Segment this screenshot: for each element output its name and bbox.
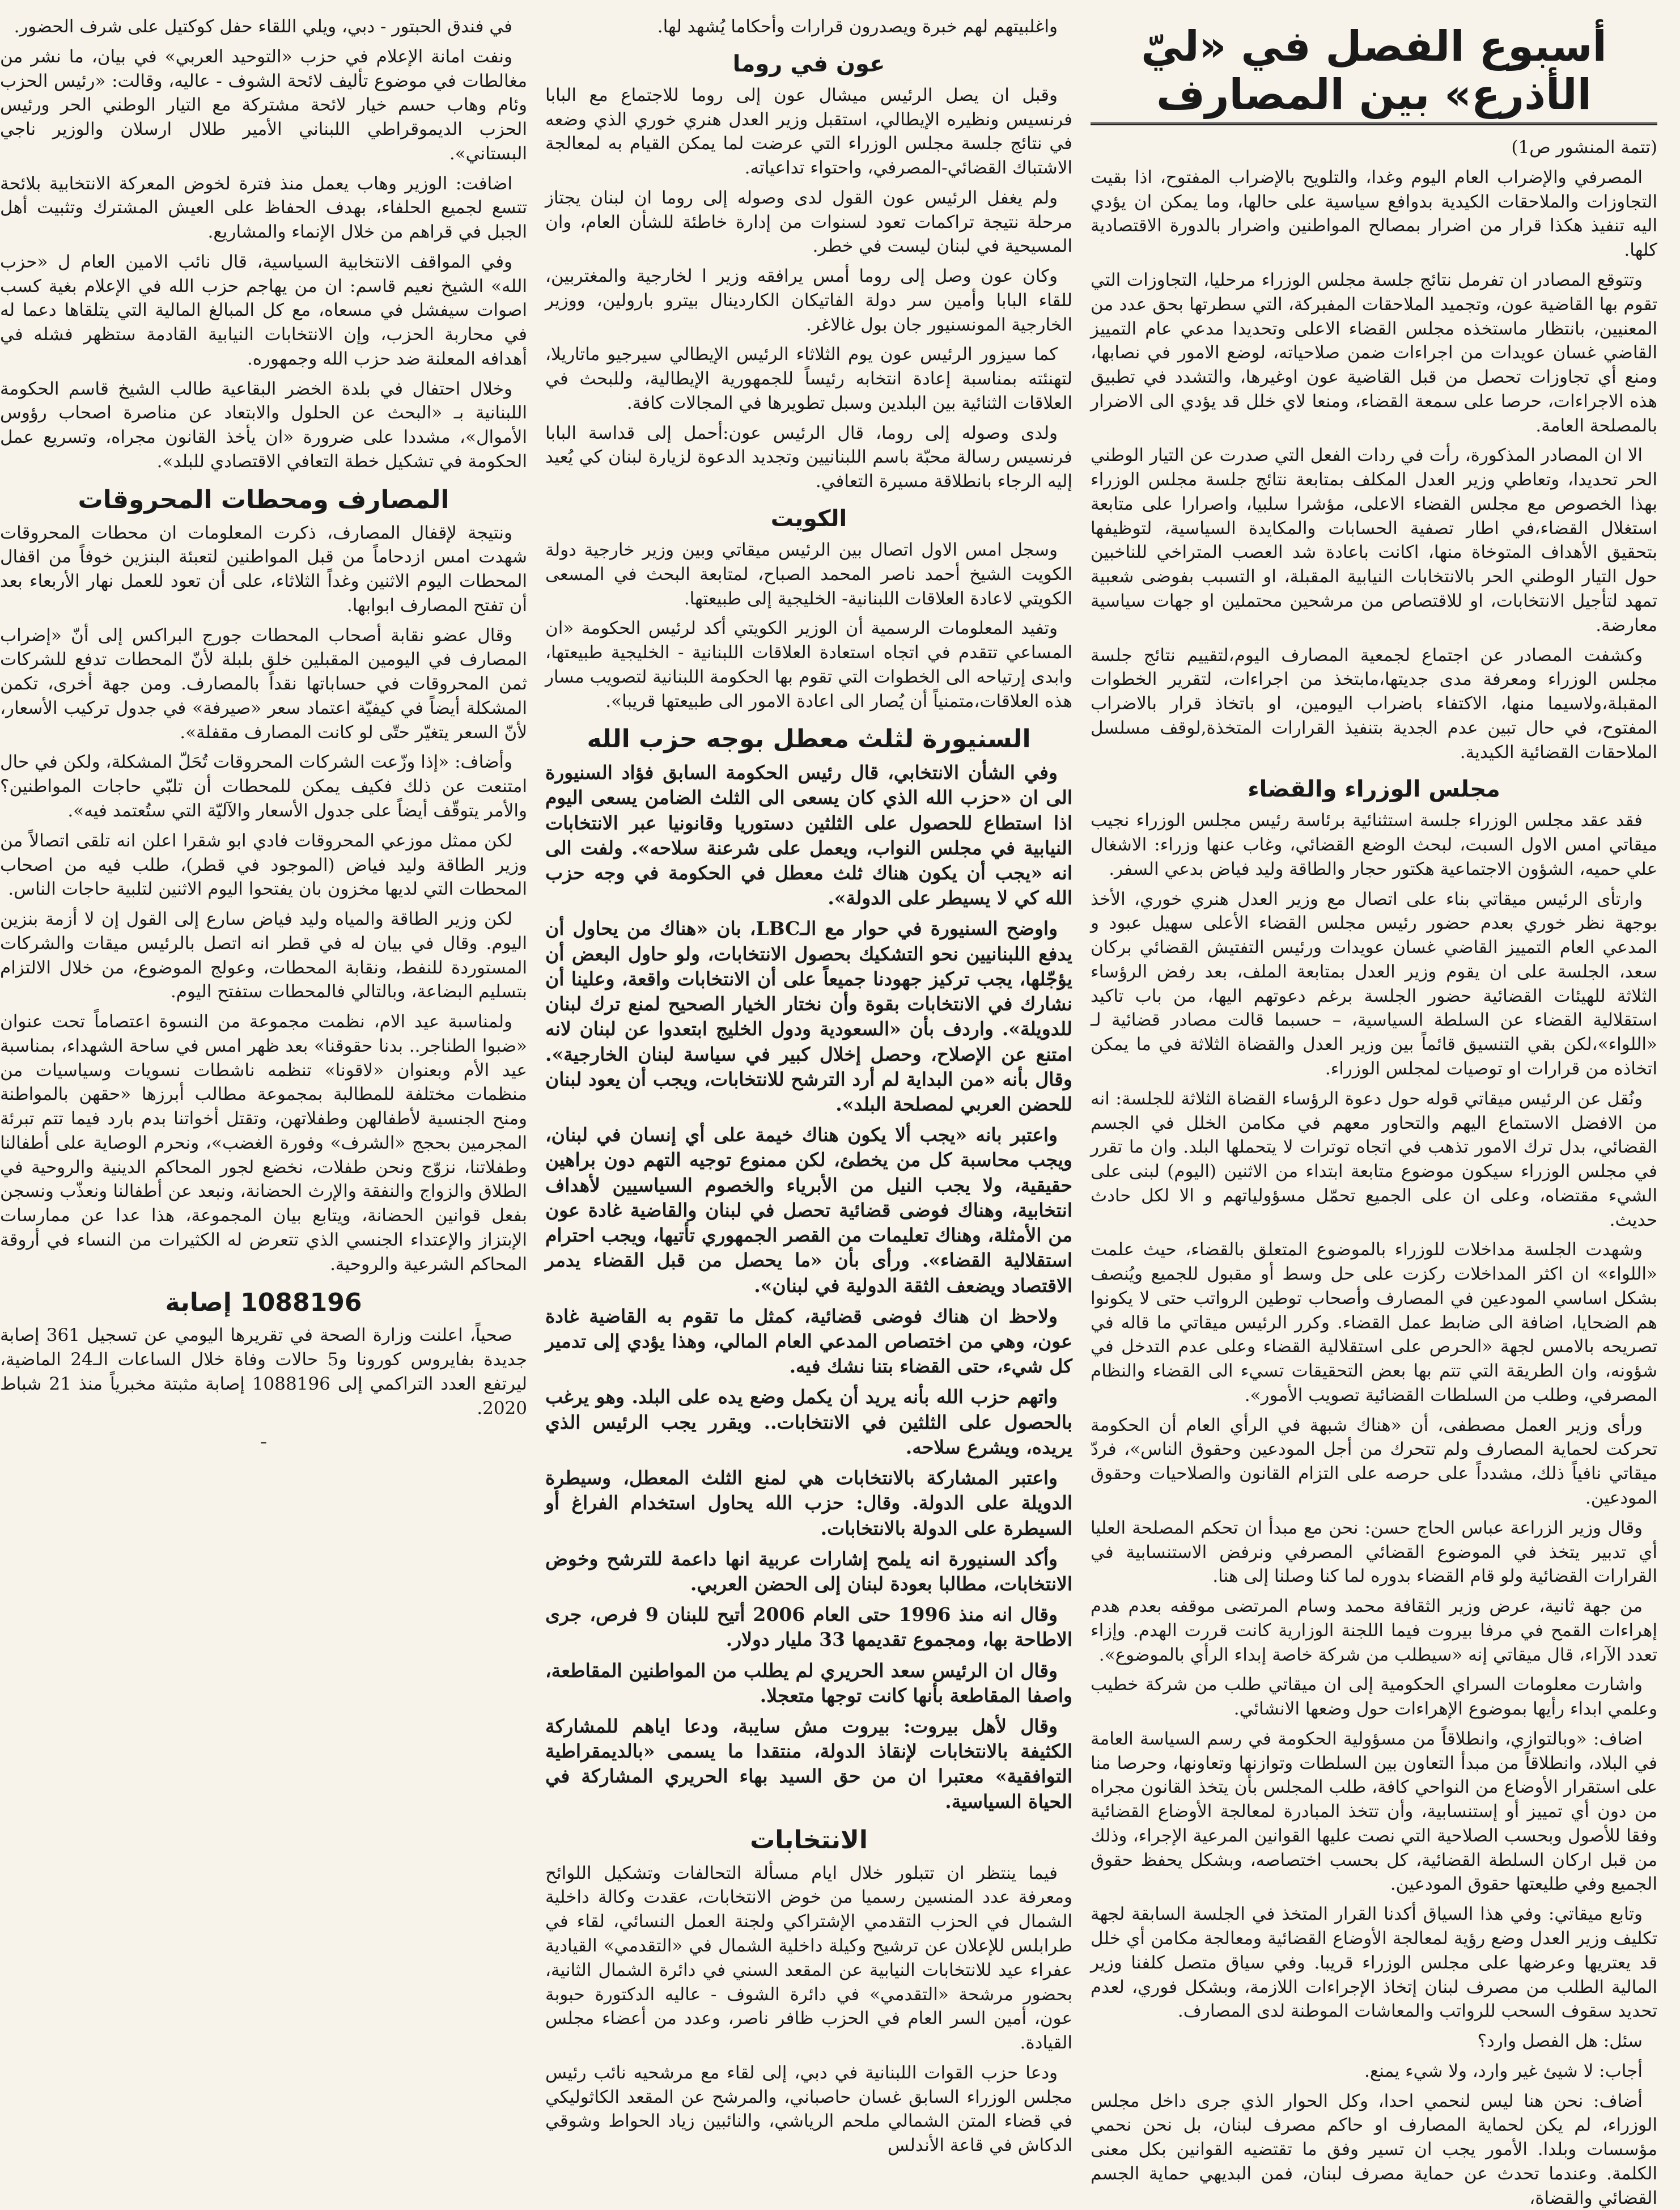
column-right: [1091, 15, 1658, 2208]
article-paragraph: أضاف: نحن هنا ليس لنحمي احدا، وكل الحوار الذي جرى داخل مجلس الوزراء، لم يكن لحماية المصارف او حاكم مصرف لبنان، بل نحن نحمي مؤسسات وبلدا. الأمور يجب ان تسير وفق ما تقتضيه القوانين بكل معنى الكلمة. وعندما تحدث عن حماية مصرف لبنان، فمن البديهي حماية الجسم القضائي والقضاة،: [1091, 2090, 1657, 2208]
middle-section3: [545, 760, 1072, 1814]
article-paragraph: المصرفي والإضراب العام اليوم وغدا، والتلويح بالإضراب المفتوح، اذا بقيت التجاوزات والملاحقات الكيدية بدوافع سياسية على حالها، وما يمكن ان يؤدي اليه تنفيذ هكذا قرار من اضرار بمصالح المواطنين واضرار بالدورة الاقتصادية كلها.: [1091, 167, 1657, 261]
article-paragraph: واعتبر المشاركة بالانتخابات هي لمنع الثلث المعطل، وسيطرة الدويلة على الدولة. وقال: حزب الله يحاول استخدام الفراغ أو السيطرة على الدولة بالانتخابات.: [545, 1467, 1072, 1539]
column-middle: [545, 15, 1072, 2156]
article-paragraph: وتتوقع المصادر ان تفرمل نتائج جلسة مجلس الوزراء مرحليا، التجاوزات التي تقوم بها القاضية عون، وتجميد الملاحقات المفبركة، التي سطرتها بحق عدد من المعنيين، بانتظار ماستخذه مجلس القضاء الاعلى وتحديدا مدعي عام التمييز القاضي غسان عويدات من اجراءات ضمن صلاحياته، لوضع الامور في نصابها، ومنع أي تجاوزات تحصل من قبل القاضية عون اوغيرها، والتشدد في تطبيق هذه الاجراءات، حرصا على سمعة القضاء، ومنعا لاي خلل قد يؤدي الى الاضرار بالمصلحة العامة.: [1091, 270, 1657, 436]
article-paragraph: من جهة ثانية، عرض وزير الثقافة محمد وسام المرتضى موقفه بعدم هدم إهراءات القمح في مرفا بيروت فيما اللجنة الوزارية كانت قررت الهدم. وإزاء تعدد الآراء، قال ميقاتي إنه «سيطلب من شركة خاصة إبداء الرأي بالموضوع».: [1091, 1596, 1657, 1665]
article-paragraph: ولم يغفل الرئيس عون القول لدى وصوله إلى روما ان لبنان يجتاز مرحلة نتيجة تراكمات تعود لسنوات من إدارة خاطئة للشأن العام، وان المسيحية في لبنان ليست في خطر.: [545, 187, 1072, 257]
column-left: [0, 15, 527, 1942]
article-paragraph: وفي المواقف الانتخابية السياسية، قال نائب الامين العام ل «حزب الله» الشيخ نعيم قاسم: ان من يهاجم حزب الله في الإعلام بغية كسب اصوات سيفشل في مسعاه، مع كل المبالغ المالية التي يتلقاها دعما له في محاربة الحزب، وإن الانتخابات النيابية القادمة ستظهر فشله في أهدافه المعلنة ضد حزب الله وجمهوره.: [0, 251, 527, 369]
section-title-elections: الانتخابات: [750, 1825, 868, 1855]
article-paragraph: وتابع ميقاتي: وفي هذا السياق أكدنا القرار المتخذ في الجلسة السابقة لجهة تكليف وزير العدل وضع رؤية لمعالجة الأوضاع القضائية ومعالجة مكامن أي خلل قد يعتريها وعرضها على مجلس الوزراء قريبا. وفي سياق متصل كلفنا وزير المالية الطلب من مصرف لبنان إتخاذ الإجراءات اللازمة، وبشكل فوري، لعدم تحديد سقوف السحب للرواتب والمعاشات الموطنة لدى المصارف.: [1091, 1904, 1657, 2022]
section-title-aoun-rome: عون في روما: [732, 50, 885, 77]
article-paragraph: ونتيجة لإقفال المصارف، ذكرت المعلومات ان محطات المحروقات شهدت امس ازدحاماً من قبل المواطنين لتعبئة البنزين خوفاً من اقفال المحطات اليوم الاثنين وغداً الثلاثاء، على أن تعود للعمل نهار الأربعاء بعد أن تفتح المصارف ابوابها.: [0, 522, 527, 616]
article-paragraph: صحياً، اعلنت وزارة الصحة في تقريرها اليومي عن تسجيل 361 إصابة جديدة بفايروس كورونا و5 حالات وفاة خلال الساعات الـ24 الماضية، ليرتفع العدد التراكمي إلى 1088196 إصابة مثبتة مخبرياً منذ 21 شباط 2020.: [0, 1325, 527, 1419]
article-paragraph: وقال ان الرئيس سعد الحريري لم يطلب من المواطنين المقاطعة، واصفا المقاطعة بأنها كانت توجها متعجلا.: [545, 1659, 1072, 1707]
right-section-paragraphs: [1091, 808, 1657, 2210]
article-paragraph: ولدى وصوله إلى روما، قال الرئيس عون:أحمل إلى قداسة البابا فرنسيس رسالة محبّة باسم اللبنانيين وتجديد الدعوة لزيارة لبنان كي يُعيد إليه الرجاء بانطلاقة مسيرة التعافي.: [545, 422, 1072, 492]
article-paragraph: واعتبر بانه «يجب ألا يكون هناك خيمة على أي إنسان في لبنان، ويجب محاسبة كل من يخطئ، لكن ممنوع توجيه التهم دون براهين حقيقية، ولا يجب النيل من الأبرياء والخصوم السياسيين لأهداف انتخابية، وهناك فوضى قضائية تحصل في لبنان والقاضية غادة عون من الأمثلة، وهناك تعليمات من القصر الجمهوري تأتيها، ويجب احترام استقلالية القضاء». ورأى بأن «ما يحصل من قبل القضاء يدمر الاقتصاد ويضعف الثقة الدولية في لبنان».: [545, 1124, 1072, 1297]
article-paragraph: ورأى وزير العمل مصطفى، أن «هناك شبهة في الرأي العام أن الحكومة تحركت لحماية المصارف ولم تتحرك من أجل المودعين وحقوق الناس»، فردّ ميقاتي نافياً ذلك، مشدداً على حرصه على التزام القانون والصلاحيات وحقوق المودعين.: [1091, 1415, 1658, 1508]
article-paragraph: لكن وزير الطاقة والمياه وليد فياض سارع إلى القول إن لا أزمة بنزين اليوم. وقال في بيان له في قطر انه اتصل بالرئيس ميقات والشركات المستوردة للنفط، ونقابة المحطات، وعولج الموضوع، من خلال الالتزام بتسليم البضاعة، وبالتالي فالمحطات ستفتح اليوم.: [0, 909, 527, 1002]
article-paragraph: في فندق الحبتور - دبي، ويلي اللقاء حفل كوكتيل على شرف الحضور.: [14, 16, 512, 37]
article-paragraph: وفي الشأن الانتخابي، قال رئيس الحكومة السابق فؤاد السنيورة الى ان «حزب الله الذي كان يسعى الى الثلث الضامن يسعى اليوم اذا استطاع للحصول على الثلثين دستوريا وقانونيا عبر الانتخابات النيابية في مجلس النواب، ويعمل على شرعنة سلاحه». ولفت الى انه «يجب أن يكون هناك ثلث معطل في الحكومة في وجه حزب الله كي لا يسيطر على الدولة».: [545, 761, 1072, 909]
article-paragraph: الا ان المصادر المذكورة، رأت في ردات الفعل التي صدرت عن التيار الوطني الحر تحديدا، وتعاطي وزير العدل المكلف بمتابعة نتائج جلسة مجلس الوزراء بهذا الخصوص مع مجلس القضاء الاعلى، مؤشرا سلبيا، واصرارا على متابعة استغلال القضاء،في اطار تصفية الحسابات والمكايدة السياسية، لتوظيفها بتحقيق الأهداف المتوخاة منها، اكانت باعادة شد العصب المتراخي للناخبين حول التيار الوطني الحر بالانتخابات النيابية المقبلة، او التسبب بفوضى شعبية تمهد لتأجيل الانتخابات، او للاقتصاص من مرشحين محتملين او جهات سياسية معارضة.: [1091, 445, 1658, 636]
article-paragraph: وقال عضو نقابة أصحاب المحطات جورج البراكس إلى أنّ «إضراب المصارف في اليومين المقبلين خلق بلبلة لأنّ المحطات تدفع للشركات ثمن المحروقات في حساباتها نقداً بالمصارف. ومن جهة أخرى، تكمن المشكلة أيضاً في كيفيّة اعتماد سعر «صيرفة» في جدول تركيب الأسعار، لأنّ السعر يتغيّر حتّى لو كانت المصارف مقفلة».: [0, 625, 527, 743]
article-paragraph: وأكد السنيورة انه يلمح إشارات عربية انها داعمة للترشح وخوض الانتخابات، مطالبا بعودة لبنان إلى الحضن العربي.: [545, 1547, 1072, 1595]
article-paragraph: أجاب: لا شيئ غير وارد، ولا شيء يمنع.: [1364, 2060, 1643, 2081]
middle-section4: [545, 1861, 1072, 2158]
article-paragraph: فقد عقد مجلس الوزراء جلسة استثنائية برئاسة رئيس مجلس الوزراء نجيب ميقاتي امس الاول السبت، لبحث الوضع القضائي، وغاب عنها وزراء: الاشغال علي حميه، الشؤون الاجتماعية هكتور حجار والطاقة وليد فياض بدعي السفر.: [1091, 810, 1657, 879]
article-paragraph: وسجل امس الاول اتصال بين الرئيس ميقاتي وبين وزير خارجية دولة الكويت الشيخ أحمد ناصر المحمد الصباح، لمتابعة البحث في المسعى الكويتي لاعادة العلاقات اللبنانية- الخليجية إلى طبيعتها.: [545, 540, 1072, 609]
article-paragraph: وقال لأهل بيروت: بيروت مش سايبة، ودعا اياهم للمشاركة الكثيفة بالانتخابات لإنقاذ الدولة، منتقدا ما يسمى «بالديمقراطية التوافقية» معتبرا ان من حق السيد بهاء الحريري المشاركة في الحياة السياسية.: [545, 1715, 1072, 1813]
article-paragraph: وقال وزير الزراعة عباس الحاج حسن: نحن مع مبدأ ان تحكم المصلحة العليا أي تدبير يتخذ في الموضوع القضائي المصرفي ونرفض الاستنسابية في القرارات القضائية ولو قام القضاء بدوره لما كنا وصلنا إلى هنا.: [1091, 1517, 1657, 1587]
article-paragraph: وارتأى الرئيس ميقاتي بناء على اتصال مع وزير العدل هنري خوري، الأخذ بوجهة نظر خوري بعدم حضور رئيس مجلس القضاء الأعلى سهيل عبود و المدعي العام التمييز القاضي غسان عويدات ورئيس التفتيش القضائي بركان سعد، الجلسة على ان يقوم وزير العدل بمتابعة الملف، بعد رفض الرؤساء الثلاثة للهيئات القضائية حضور الجلسة برغم دعوتهم اليها، من باب تاكيد استقلالية القضاء عن السلطة السياسية، – حسبما قالت مصادر قضائية لـ «اللواء»،لكن بقي التنسيق قائماً بين وزير العدل والقضاة الثلاثة في ما يمكن اتخاذه من قرارات او توصيات لمجلس الوزراء.: [1091, 888, 1657, 1079]
article-paragraph: اضاف: «وبالتوازي، وانطلاقاً من مسؤولية الحكومة في رسم السياسة العامة في البلاد، وانطلاقاً من مبدأ التعاون بين السلطات وتوازنها وتعاونها، وحرصا منا على استقرار الأوضاع من النواحي كافة، طلب المجلس بأن يتخذ القانون مجراه من دون أي تمييز أو إستنسابية، وأن تتخذ المبادرة لمعالجة الأوضاع القضائية وفقا للأصول وبحسب الصلاحية التي نصت عليها القوانين المرعية الإجراء، وذلك من قبل اركان السلطة القضائية، كل بحسب اختصاصه، وبشكل يحفظ حقوق الجميع وفي طليعتها حقوق المودعين.: [1091, 1728, 1657, 1895]
article-paragraph: ولاحظ ان هناك فوضى قضائية، كمثل ما تقوم به القاضية غادة عون، وهي من اختصاص المدعي العام المالي، وهذا يؤدي إلى تدمير كل شيء، حتى القضاء بتنا نشك فيه.: [545, 1305, 1072, 1378]
article-paragraph: ودعا حزب القوات اللبنانية في دبي، إلى لقاء مع مرشحيه نائب رئيس مجلس الوزراء السابق غسان حاصباني، والمرشح عن المقعد الكاثوليكي في قضاء المتن الشمالي ملحم الرياشي، والنائبين زياد الحواط وشوقي الدكاش في قاعة الأندلس: [545, 2062, 1072, 2156]
middle-intro: واغلبيتهم لهم خبرة ويصدرون قرارات وأحكاما يُشهد لها.: [657, 16, 1058, 37]
right-paragraphs: [1091, 166, 1657, 764]
article-paragraph: وشهدت الجلسة مداخلات للوزراء بالموضوع المتعلق بالقضاء، حيث علمت «اللواء» ان اكثر المداخلات ركزت على حل وسط أو مقبول للجميع ويُنصف بشكل اساسي المودعين في المصارف وأصحاب توطين الرواتب حتى لا يكونوا هم الضحايا، اضافة الى ضابط عمل القضاء. وكرر الرئيس ميقاتي ما قاله في تصريحه بالامس لجهة «الحرص على استقلالية القضاء وعلى عدم التدخل في شؤونه، وان الطريقة التي تتم بها بعض التحقيقات تسيء الى القضاء والنظام المصرفي، وطلب من السلطات القضائية تصويب الأمور».: [1091, 1239, 1657, 1405]
left-section2: [0, 1323, 527, 1420]
article-paragraph: ونُقل عن الرئيس ميقاتي قوله حول دعوة الرؤساء القضاة الثلاثة للجلسة: انه من الافضل الاستماع اليهم والتحاور معهم في مكامن الخلل في الجسم القضائي، بدل ترك الامور تذهب في اتجاه توترات لا يتحملها البلد. وان ما تقرر في مجلس الوزراء سيكون موضوع متابعة ابتداء من الاثنين (اليوم) لبنى على الشيء مقتضاه، وعلى ان على الجميع تحمّل مسؤولياتهم و الا لكل حادث حديث.: [1091, 1088, 1657, 1230]
article-paragraph: وقبل ان يصل الرئيس ميشال عون إلى روما للاجتماع مع البابا فرنسيس ونظيره الإيطالي، استقبل وزير العدل هنري خوري الذي وضعه في نتائج جلسة مجلس الوزراء التي عرضت لما يمكن القيام به لمعالجة الاشتباك القضائي-المصرفي، واحتواء تداعياته.: [545, 84, 1072, 179]
article-paragraph: فيما ينتظر ان تتبلور خلال ايام مسألة التحالفات وتشكيل اللوائح ومعرفة عدد المنسين رسميا من خوض الانتخابات، عقدت وكالة داخلية الشمال في الحزب التقدمي الإشتراكي ولجنة العمل النسائي، لقاء في طرابلس للإعلان عن ترشيح وكيلة داخلية الشمال في «التقدمي» القيادية عفراء عيد للانتخابات النيابية عن المقعد السني في دائرة الشمال الثانية، بحضور مرشحة «التقدمي» في دائرة الشوف - عاليه الدكتورة حبوبة عون، أمين السر العام في الحزب ظافر ناصر، وعدد من أعضاء مجلس القيادة.: [545, 1862, 1072, 2054]
article-paragraph: واشارت معلومات السراي الحكومية إلى ان ميقاتي طلب من شركة خطيب وعلمي ابداء رأيها بموضوع الإهراءات حول وضعها الانشائي.: [1091, 1674, 1657, 1720]
section-title-siniora: السنيورة لثلث معطل بوجه حزب الله: [587, 725, 1031, 754]
article-paragraph: وأضاف: «إذا وزّعت الشركات المحروقات تُحَلّ المشكلة، ولكن في حال امتنعت عن ذلك فكيف يمكن للمحطات أن تلبّي حاجات المواطنين؟ والأمر يتوقّف أيضاً على جدول الأسعار والآليّة التي ستُعتمد فيه».: [0, 752, 527, 821]
article-paragraph: اضافت: الوزير وهاب يعمل منذ فترة لخوض المعركة الانتخابية بلائحة تتسع لجميع الحلفاء، بهدف الحفاظ على العيش المشترك وتثبيت أهل الجبل في قراهم من خلال الإنماء والمشاريع.: [0, 173, 527, 243]
article-paragraph: وكشفت المصادر عن اجتماع لجمعية المصارف اليوم،لتقييم نتائج جلسة مجلس الوزراء ومعرفة مدى جديتها،مابتخذ من اجراءات، لتقرير الخطوات المقبلة،ولاسيما منها، الاكتفاء باضراب اليومين، او باتخاذ قرار بالاضراب المفتوح، في حال تبين عدم الجدية بتنفيذ القرارات المتخذة,لوقف مسلسل الملاحقات القضائية الكيدية.: [1091, 645, 1657, 763]
end-mark: ـ: [261, 1428, 266, 1449]
middle-section2: [545, 538, 1072, 713]
section-title-covid-cases: 1088196 إصابة: [165, 1288, 362, 1317]
article-paragraph: ولمناسبة عيد الام، نظمت مجموعة من النسوة اعتصاماً تحت عنوان «ضبوا الطناجر.. بدنا حقوقنا» بعد ظهر امس في ساحة الشهداء، بمناسبة عيد الأم وبعنوان «لاقونا» تنظمه ناشطات نسويات وسياسيات من منظمات مختلفة للمطالبة بمجموعة مطالب أبرزها «حقهن بالمواطنة ومنح الجنسية لأطفالهن وطفلاتهن، وتقتل أخواتنا بدم بارد فيما تتم تبرئة المجرمين بحجج «الشرف» وفورة الغضب»، ونحرم الوصاية على أطفالنا وطفلاتنا، نزوّج ونحن طفلات، نخضع لجور المحاكم الدينية والروحية في الطلاق والزواج والنفقة والإرث الحضانة، ونبعد عن أطفالنا ونعذّب ونسجن بفعل قوانين الحضانة، ويتابع بيان المجموعة، هذا عدا عن ممارسات الإبتزاز والإعتداء الجنسي الذي تتعرض له الكثيرات من النساء في أروقة المحاكم الشرعية والروحية.: [0, 1011, 527, 1275]
article-paragraph: كما سيزور الرئيس عون يوم الثلاثاء الرئيس الإيطالي سيرجيو ماتاريلا، لتهنئته بمناسبة إعادة انتخابه رئيساً للجمهورية الإيطالية، وللبحث في العلاقات الثنائية بين البلدين وسبل تطويرها في المجالات كافة.: [545, 344, 1072, 413]
article-paragraph: وكان عون وصل إلى روما أمس يرافقه وزير ا لخارجية والمغتربين، للقاء البابا وأمين سر دولة الفاتيكان الكاردينال بيترو بارولين، ووزير الخارجية المونسنيور جان بول غالاغر.: [545, 266, 1072, 335]
article-paragraph: ونفت امانة الإعلام في حزب «التوحيد العربي» في بيان، ما نشر من مغالطات في موضوع تأليف لائحة الشوف - عاليه، وقالت: «رئيس الحزب وئام وهاب حسم خيار لائحة مشتركة مع التيار الوطني الحر ورئيس الحزب الديموقراطي اللبناني الأمير طلال ارسلان والوزير ناجي البستاني».: [0, 46, 527, 164]
article-paragraph: وخلال احتفال في بلدة الخضر البقاعية طالب الشيخ قاسم الحكومة اللبنانية بـ «البحث عن الحلول والابتعاد عن مناصرة اصحاب رؤوس الأموال»، مشددا على ضرورة «ان يأخذ القانون مجراه، وتسريع عمل الحكومة في تشكيل خطة التعافي الاقتصادي للبلد».: [0, 378, 527, 472]
article-paragraph: وقال انه منذ 1996 حتى العام 2006 أتيح للبنان 9 فرص، جرى الاطاحة بها، ومجموع تقديمها 33 مليار دولار.: [545, 1603, 1072, 1651]
article-paragraph: سئل: هل الفصل وارد؟: [1477, 2031, 1643, 2052]
section-title-banks-fuel: المصارف ومحطات المحروقات: [78, 485, 449, 514]
left-section1: [0, 521, 527, 1277]
article-paragraph: واوضح السنيورة في حوار مع الـLBC، بان «هناك من يحاول أن يدفع اللبنانيين نحو التشكيك بحصول الانتخابات، ولو حاول البعض أن يؤجّلها، يجب تركيز جهودنا جميعاً على أن الانتخابات واقعة، وعلينا أن نشارك في الانتخابات بقوة وأن نختار الخيار الصحيح لمنع ترك لبنان للدويلة». واردف بأن «السعودية ودول الخليج ابتعدوا عن لبنان لانه امتنع عن الإصلاح، وحصل إخلال كبير في سياسة لبنان الخارجية». وقال بأنه «من البداية لم أرد الترشح للانتخابات، ويجب أن يعود لبنان للحضن العربي لمصلحة البلد».: [545, 917, 1072, 1116]
middle-section1: [545, 83, 1072, 494]
section-title-cabinet-judiciary: مجلس الوزراء والقضاء: [1248, 776, 1500, 803]
left-intro: [0, 15, 527, 474]
continuation-note: (تتمة المنشور ص1): [1511, 137, 1657, 158]
headline: أسبوع الفصل في «ليّ الأذرع» بين المصارف: [1141, 22, 1607, 120]
article-paragraph: لكن ممثل موزعي المحروقات فادي ابو شقرا اعلن انه تلقى اتصالاً من وزير الطاقة وليد فياض (الموجود في قطر)، طلب فيه من اصحاب المحطات التي لديها مخزون بان يفتحوا اليوم الاثنين لتلبية حاجات الناس.: [0, 830, 527, 900]
article-paragraph: وتفيد المعلومات الرسمية أن الوزير الكويتي أكد لرئيس الحكومة «ان المساعي تتقدم في اتجاه استعادة العلاقات اللبنانية - الخليجية طبيعتها، وابدى إرتياحه الى الخطوات التي تقوم بها الحكومة اللبنانية لتصويب مسار هذه العلاقات،متمنياً أن يُصار الى اعادة الامور الى طبيعتها قريبا».: [545, 618, 1072, 712]
section-title-kuwait: الكويت: [770, 506, 847, 532]
headline-rule: [1091, 122, 1657, 125]
article-paragraph: واتهم حزب الله بأنه يريد أن يكمل وضع يده على البلد. وهو يرغب بالحصول على الثلثين في الانتخابات.. ويقرر يجب الرئيس الذي يريده، ويشرع سلاحه.: [545, 1386, 1072, 1458]
